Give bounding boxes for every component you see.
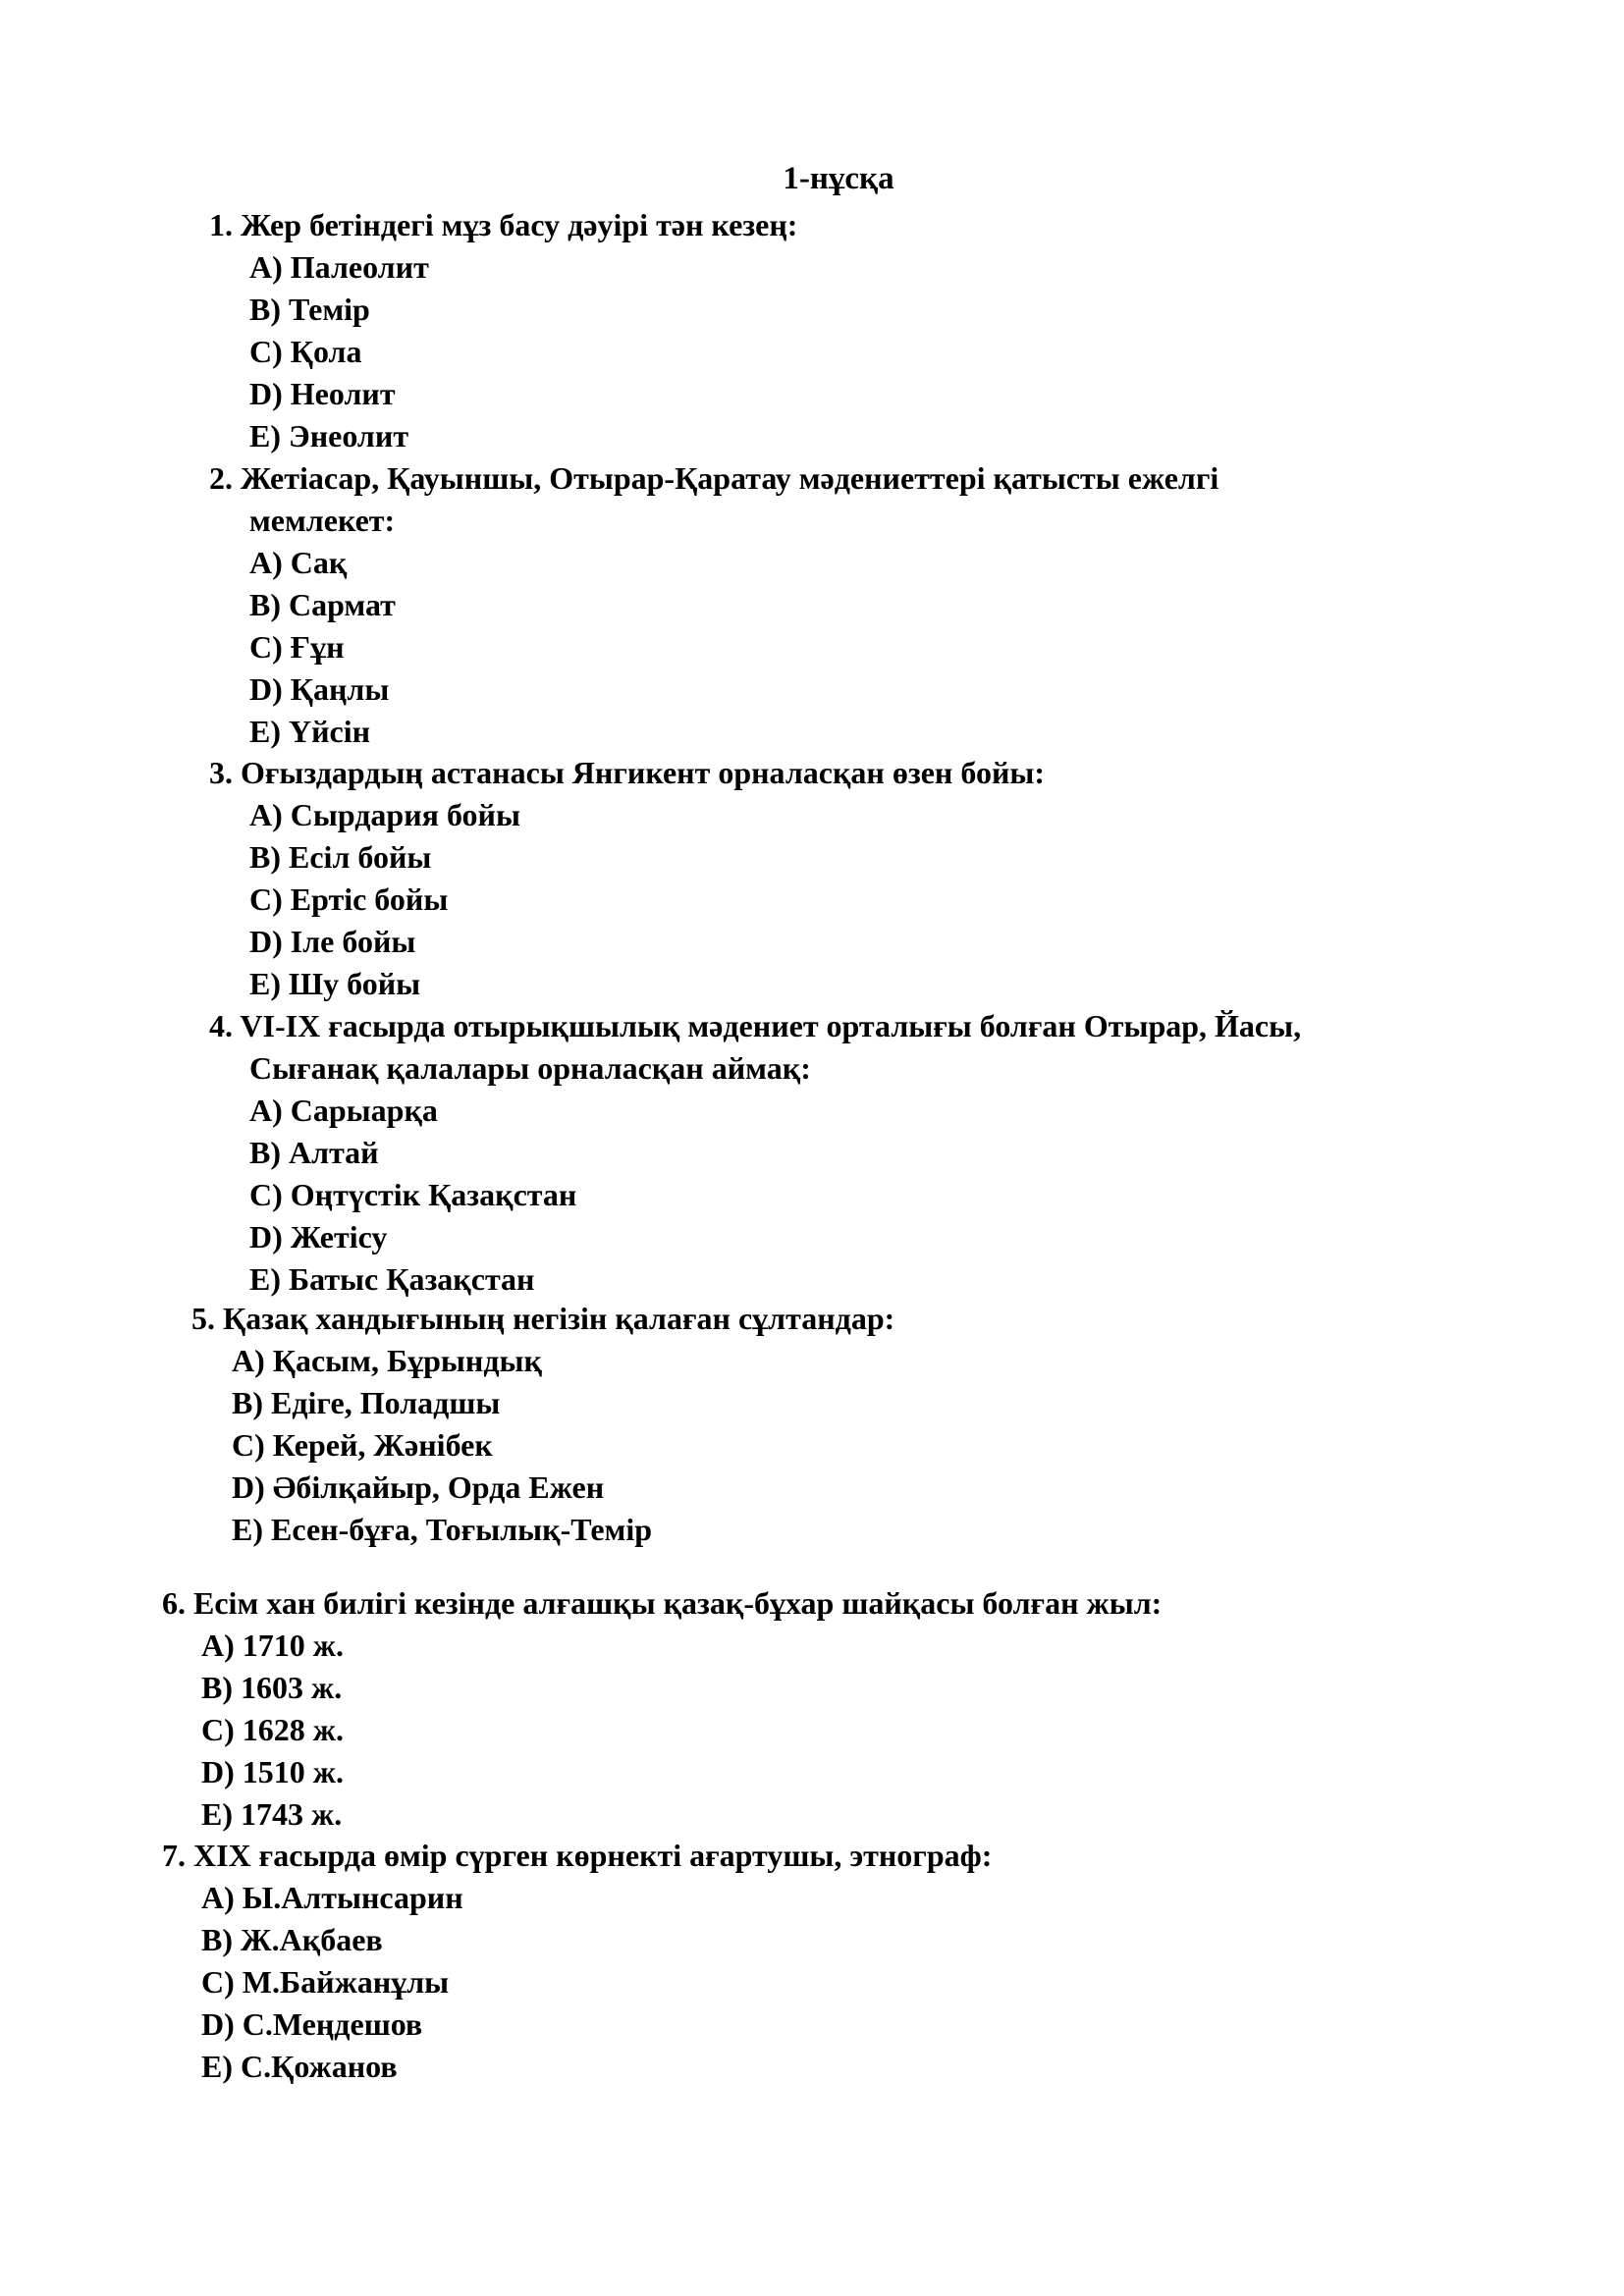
question-number: 1. [209, 207, 233, 242]
answer-options [249, 1090, 1301, 1301]
option-b[interactable]: B) Сармат [249, 587, 396, 622]
option-a[interactable]: A) Ы.Алтынсарин [201, 1880, 463, 1915]
answer-options [249, 246, 797, 457]
option-d[interactable]: D) Неолит [249, 376, 396, 411]
answer-options [249, 542, 1218, 753]
question-2 [209, 457, 1218, 753]
option-d[interactable]: D) Жетісу [249, 1219, 388, 1255]
question-stem: Есім хан билігі кезінде алғашқы қазақ-бұхар шайқасы болған жыл: [193, 1585, 1163, 1621]
question-number: 7. [162, 1838, 186, 1873]
option-c[interactable]: C) Ертіс бойы [249, 881, 449, 917]
question-1 [209, 204, 797, 457]
option-d[interactable]: D) 1510 ж. [201, 1754, 344, 1789]
question-number: 3. [209, 755, 233, 790]
option-b[interactable]: B) Ж.Ақбаев [201, 1922, 383, 1957]
question-stem: Жер бетіндегі мұз басу дәуірі тән кезең: [241, 207, 798, 242]
answer-options [249, 794, 1045, 1005]
option-a[interactable]: A) Қасым, Бұрындық [232, 1343, 542, 1378]
option-e[interactable]: E) С.Қожанов [201, 2049, 398, 2084]
question-stem: XIX ғасырда өмір сүрген көрнекті ағартушы, этнограф: [193, 1838, 993, 1873]
option-c[interactable]: C) 1628 ж. [201, 1712, 344, 1747]
option-d[interactable]: D) С.Меңдешов [201, 2006, 423, 2042]
question-text [209, 752, 1045, 794]
question-number: 5. [191, 1301, 215, 1336]
question-stem: Жетіасар, Қауыншы, Отырар-Қаратау мәдениеттері қатысты ежелгі [241, 460, 1219, 496]
option-a[interactable]: A) Сарыарқа [249, 1093, 438, 1128]
question-stem: Оғыздардың астанасы Янгикент орналасқан өзен бойы: [241, 755, 1046, 790]
option-a[interactable]: A) Сырдария бойы [249, 797, 520, 832]
option-b[interactable]: B) Темір [249, 292, 370, 327]
option-d[interactable]: D) Қаңлы [249, 671, 390, 707]
option-a[interactable]: A) Сақ [249, 545, 348, 580]
question-number: 4. [209, 1008, 233, 1043]
question-4 [209, 1005, 1301, 1301]
answer-options [201, 1877, 992, 2088]
option-c[interactable]: C) М.Байжанұлы [201, 1964, 450, 2000]
answer-options [201, 1625, 1162, 1836]
question-stem: Қазақ хандығының негізін қалаған сұлтандар: [223, 1301, 895, 1336]
option-b[interactable]: B) Алтай [249, 1135, 379, 1170]
option-c[interactable]: C) Оңтүстік Қазақстан [249, 1177, 577, 1212]
question-number: 6. [162, 1585, 186, 1621]
option-e[interactable]: E) Үйсін [249, 714, 371, 749]
question-text [209, 457, 1218, 500]
option-d[interactable]: D) Әбілқайыр, Орда Ежен [232, 1469, 605, 1505]
option-e[interactable]: E) 1743 ж. [201, 1796, 343, 1832]
question-number: 2. [209, 460, 233, 496]
question-stem: VI-IX ғасырда отырықшылық мәдениет орталығы болған Отырар, Йасы, [240, 1008, 1302, 1043]
question-continuation: мемлекет: [249, 503, 396, 538]
question-text [209, 204, 797, 246]
question-6 [162, 1582, 1162, 1836]
option-e[interactable]: E) Шу бойы [249, 966, 421, 1001]
option-d[interactable]: D) Іле бойы [249, 924, 416, 959]
option-e[interactable]: E) Батыс Қазақстан [249, 1261, 535, 1297]
question-text [191, 1298, 894, 1340]
option-c[interactable]: C) Керей, Жәнібек [232, 1427, 493, 1463]
option-e[interactable]: E) Энеолит [249, 418, 409, 454]
option-b[interactable]: B) Есіл бойы [249, 839, 432, 875]
question-3 [209, 752, 1045, 1005]
question-continuation: Сығанақ қалалары орналасқан аймақ: [249, 1050, 811, 1086]
question-7 [162, 1835, 992, 2088]
answer-options [232, 1340, 894, 1551]
question-text [209, 1005, 1301, 1047]
question-text [162, 1582, 1162, 1625]
variant-title: 1-нұсқа [783, 161, 894, 196]
option-c[interactable]: C) Ғұн [249, 629, 345, 665]
option-a[interactable]: A) 1710 ж. [201, 1628, 344, 1663]
option-b[interactable]: B) 1603 ж. [201, 1670, 343, 1705]
question-text [162, 1835, 992, 1877]
question-5 [191, 1298, 894, 1551]
option-b[interactable]: B) Едіге, Поладшы [232, 1385, 501, 1420]
option-a[interactable]: A) Палеолит [249, 249, 429, 285]
option-c[interactable]: C) Қола [249, 334, 362, 369]
option-e[interactable]: E) Есен-бұға, Тоғылық-Темір [232, 1512, 653, 1547]
